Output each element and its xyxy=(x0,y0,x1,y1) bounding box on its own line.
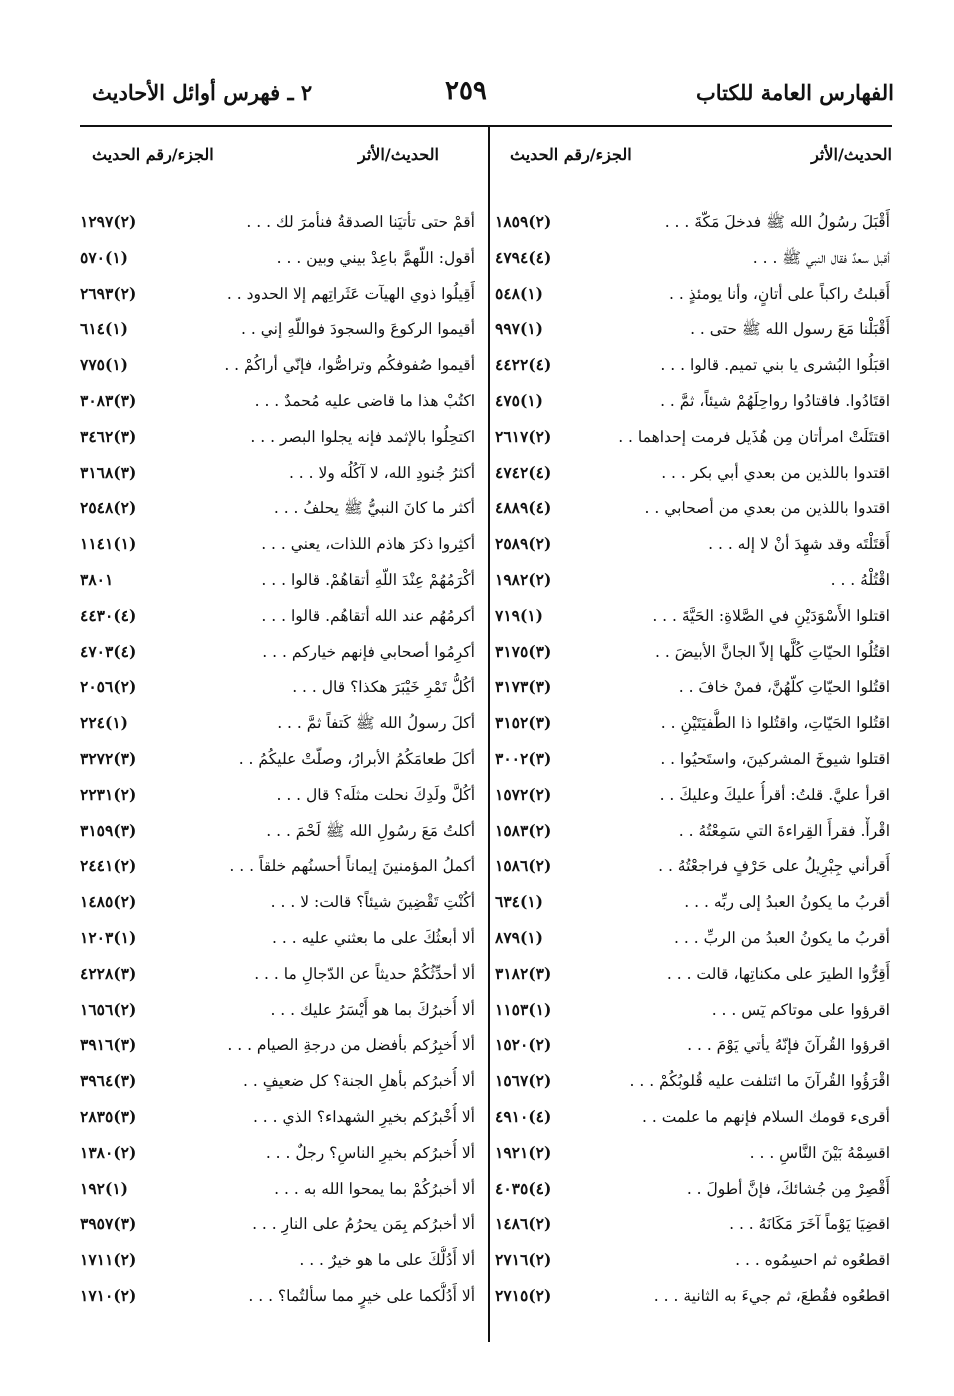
volume-hadith-number: (٣)٢٨٣٥ xyxy=(80,1106,137,1126)
index-entry xyxy=(80,244,475,280)
index-entry xyxy=(495,960,890,996)
index-entry xyxy=(80,960,475,996)
volume-hadith-number: (١)١٩٢ xyxy=(80,1178,128,1198)
index-entry xyxy=(495,638,890,674)
right-column-hadith-heading: الحديث/الأثر xyxy=(811,145,892,164)
volume-hadith-number: (٣)٤٢٢٨ xyxy=(80,963,137,983)
index-entry xyxy=(495,1246,890,1282)
hadith-opening-text: أَقرأني جِبْرِيلُ على حَرْفٍ فراجعْتُهُ . . xyxy=(658,857,890,876)
hadith-opening-text: اقتدوا باللذين من بعدي من أصحابي . . xyxy=(644,499,890,518)
volume-hadith-number: (٢)١٥٧٢ xyxy=(495,784,552,804)
index-entry xyxy=(80,638,475,674)
hadith-opening-text: أكُنْتِ تَقْضِينَ شيئاً؟ قالت: لا . . . xyxy=(270,893,475,912)
index-entry xyxy=(80,351,475,387)
index-entry xyxy=(80,459,475,495)
volume-hadith-number: (١)٨٧٩ xyxy=(495,927,543,947)
hadith-opening-text: أكُلُّ تَمْرِ خَيْبَرَ هكذا؟ قال . . . xyxy=(292,678,475,697)
left-column-ref-heading: الجزء/رقم الحديث xyxy=(92,145,214,164)
index-entry xyxy=(80,280,475,316)
hadith-opening-text: أقربُ ما يكونُ العبدُ إلى ربِّه . . . xyxy=(684,893,890,912)
hadith-opening-text: اقطعُوه فقُطعَ، ثم جيءَ به الثانية . . . xyxy=(653,1286,890,1305)
page-number: ٢٥٩ xyxy=(445,76,487,106)
hadith-opening-text: ألا أُخبرُكَ بما هو أَيْسَرُ عليك . . . xyxy=(270,1000,475,1019)
hadith-opening-text: أكرِمُوا أصحابي فإنهم خياركم . . . xyxy=(262,642,475,661)
volume-hadith-number: (٣)٣١٥٢ xyxy=(495,713,552,733)
hadith-opening-text: اقسِمْهُ بَيْنَ النَّاسِ . . . xyxy=(749,1143,890,1162)
index-entry xyxy=(80,1282,475,1318)
hadith-opening-text: أقربُ ما يكونُ العبدُ من الربِّ . . . xyxy=(674,928,890,947)
index-entry xyxy=(495,494,890,530)
volume-hadith-number: (٤)٤٧٩٤ xyxy=(495,247,552,267)
hadith-opening-text: أَقْبَلَ رسُولُ الله ﷺ فدخلَ مَكّةَ . . . xyxy=(664,213,890,231)
left-column-hadith-heading: الحديث/الأثر xyxy=(358,145,439,164)
hadith-opening-text: اقتلوا شيوخَ المشركينَ، واستَحيُوا . . xyxy=(660,749,890,768)
hadith-opening-text: ألا أُخبرُكم بخيرِ الناسِ؟ رجلٌ . . . xyxy=(265,1143,475,1162)
volume-hadith-number: (٢)١٦٥٦ xyxy=(80,999,137,1019)
volume-hadith-number: (٢)١٥٢٠ xyxy=(495,1035,552,1055)
volume-hadith-number: (٤)٤٩١٠ xyxy=(495,1106,552,1126)
volume-hadith-number: (٣)٣٢٧٢ xyxy=(80,748,137,768)
volume-hadith-number: (٤)٤٤٢٢ xyxy=(495,355,552,375)
hadith-opening-text: أَقتَلْتَه وقد شهِدَ أنْ لا إله . . . xyxy=(708,535,890,554)
index-entry xyxy=(80,315,475,351)
index-entry xyxy=(80,1210,475,1246)
hadith-opening-text: ألا أبعثُكَ على ما بعثني عليه . . . xyxy=(272,928,475,947)
index-entry xyxy=(495,1067,890,1103)
volume-hadith-number: ٣٨٠١ xyxy=(80,569,114,589)
hadith-opening-text: أَقبلتُ راكباً على أتانٍ، وأنا يومئذٍ . . xyxy=(669,284,890,303)
hadith-opening-text: اقرؤوا على موتاكم يٓس . . . xyxy=(711,1000,890,1019)
index-entry xyxy=(495,280,890,316)
index-entry xyxy=(495,459,890,495)
right-column-ref-heading: الجزء/رقم الحديث xyxy=(510,145,632,164)
volume-hadith-number: (٢)٢٥٤٨ xyxy=(80,498,137,518)
volume-hadith-number: (٢)١٩٨٢ xyxy=(495,569,552,589)
index-entry xyxy=(80,888,475,924)
hadith-opening-text: أكثر ما كانَ النبيُّ ﷺ يحلفُ . . . xyxy=(273,499,475,518)
volume-hadith-number: (٢)٢٠٥٦ xyxy=(80,677,137,697)
hadith-opening-text: اكتحِلُوا بالإثمد فإنه يجلوا البصر . . . xyxy=(250,427,475,446)
hadith-opening-text: أقول: اللّهمَّ باعِدْ بيني وبين . . . xyxy=(276,248,475,267)
volume-hadith-number: (١)٧٧٥ xyxy=(80,355,128,375)
hadith-opening-text: أقرىء قومك السلام فإنهم ما علمت . . xyxy=(641,1107,890,1126)
index-entry xyxy=(495,602,890,638)
index-entry xyxy=(80,566,475,602)
hadith-opening-text: أقيموا صُفوفكُم وتراصُّوا، فإنّي أراكُمْ . . xyxy=(224,356,475,375)
hadith-opening-text: ألا أَدُلُّكَ على ما هو خيرٌ . . . xyxy=(299,1251,475,1270)
hadith-opening-text: أكلَ طعامَكُمُ الأبرارُ، وصلّتْ عليكُمُ . . xyxy=(238,749,475,768)
volume-hadith-number: (٢)٢٦٩٣ xyxy=(80,283,137,303)
hadith-opening-text: ألا أخبرُكم بِمَن يحرُمُ على النارِ . . . xyxy=(252,1215,475,1234)
index-entry xyxy=(495,351,890,387)
index-entry xyxy=(495,244,890,280)
index-entry xyxy=(495,315,890,351)
volume-hadith-number: (٣)٣٠٨٣ xyxy=(80,390,137,410)
hadith-opening-text: اقتُلُوا الحيّاتِ كُلَّها إلاّ الجانَّ الأبيضَ . . xyxy=(655,642,890,661)
volume-hadith-number: (٤)٤٤٣٠ xyxy=(80,605,137,625)
volume-hadith-number: (١)٥٧٠ xyxy=(80,247,128,267)
hadith-opening-text: اقتتَلَتْ امرأتان مِن هُذَيل فرمت إحداهما . . xyxy=(618,427,890,446)
index-entry xyxy=(80,996,475,1032)
volume-hadith-number: (١)١١٤١ xyxy=(80,534,137,554)
volume-hadith-number: (٢)١٩٢١ xyxy=(495,1142,552,1162)
index-entry xyxy=(80,1246,475,1282)
page-header xyxy=(0,76,954,120)
column-divider xyxy=(488,127,490,1342)
volume-hadith-number: (٢)١٥٨٣ xyxy=(495,820,552,840)
hadith-opening-text: اقتَادُوا. فاقتادُوا رواحِلَهُمْ شيئاً، ثمَّ . . xyxy=(660,391,890,410)
running-title: الفهارس العامة للكتاب xyxy=(695,80,894,105)
volume-hadith-number: (١)١١٥٣ xyxy=(495,999,552,1019)
hadith-opening-text: ألا أُخْبرُكم بخيرِ الشهداء؟ الذي . . . xyxy=(252,1107,475,1126)
index-entry xyxy=(80,781,475,817)
index-entry xyxy=(495,208,890,244)
right-index-column xyxy=(495,208,890,1318)
index-entry xyxy=(495,817,890,853)
hadith-opening-text: اقْرأْ. فقرأَ القِراءةَ التي سَمِعْتُهُ . . xyxy=(678,821,890,840)
volume-hadith-number: (١)٤٧٥ xyxy=(495,390,543,410)
index-entry xyxy=(80,423,475,459)
index-entry xyxy=(80,1103,475,1139)
index-entry xyxy=(495,709,890,745)
index-entry xyxy=(495,781,890,817)
index-entry xyxy=(80,1067,475,1103)
volume-hadith-number: (٣)٣١٨٢ xyxy=(495,963,552,983)
hadith-opening-text: اقرؤوا القُرآنَ فإنّهُ يأتي يَوْمَ . . . xyxy=(687,1036,890,1055)
index-entry xyxy=(80,673,475,709)
volume-hadith-number: (٢)٢٥٨٩ xyxy=(495,534,552,554)
volume-hadith-number: (٢)١٥٨٦ xyxy=(495,856,552,876)
volume-hadith-number: (٣)٣٤٦٢ xyxy=(80,426,137,446)
volume-hadith-number: (٢)١٧١١ xyxy=(80,1250,137,1270)
hadith-opening-text: أقيموا الركوعَ والسجودَ فواللّهِ إني . . xyxy=(241,320,475,339)
volume-hadith-number: (٤)٤٧٤٢ xyxy=(495,462,552,482)
index-entry xyxy=(80,709,475,745)
volume-hadith-number: (٣)٣٠٠٢ xyxy=(495,748,552,768)
index-entry xyxy=(80,208,475,244)
volume-hadith-number: (٣)٣١٦٨ xyxy=(80,462,137,482)
volume-hadith-number: (٣)٣١٧٥ xyxy=(495,641,552,661)
volume-hadith-number: (٢)١٣٨٠ xyxy=(80,1142,137,1162)
volume-hadith-number: (٢)١٤٨٥ xyxy=(80,892,137,912)
hadith-opening-text: أكْرَمُهُمْ عِنْدَ اللّهِ أتقاهُمْ. قالوا . . . xyxy=(261,570,475,589)
index-entry xyxy=(80,494,475,530)
volume-hadith-number: (٢)١٤٨٦ xyxy=(495,1214,552,1234)
index-entry xyxy=(495,530,890,566)
volume-hadith-number: (٤)٤٧٠٣ xyxy=(80,641,137,661)
header-rule xyxy=(80,125,892,127)
volume-hadith-number: (٤)٤٨٨٩ xyxy=(495,498,552,518)
index-entry xyxy=(495,1139,890,1175)
index-entry xyxy=(495,1282,890,1318)
index-entry xyxy=(80,745,475,781)
hadith-opening-text: أقمْ حتى تأتيَنا الصدقةُ فنأمرَ لك . . . xyxy=(246,213,475,231)
volume-hadith-number: (٢)١٢٩٧ xyxy=(80,212,137,231)
hadith-opening-text: اقضِيَا يَوْماً آخَرَ مَكَانَهُ . . . xyxy=(729,1215,890,1234)
left-index-column xyxy=(80,208,475,1318)
hadith-opening-text: اقْتُلْهُ . . . xyxy=(830,570,890,589)
volume-hadith-number: (٢)٢٧١٦ xyxy=(495,1250,552,1270)
volume-hadith-number: (٢)١٨٥٩ xyxy=(495,212,552,231)
index-entry xyxy=(80,602,475,638)
hadith-opening-text: اقتلوا الأَسْوَدَيْنِ في الصَّلاةِ: الحَيَّةَ . . . xyxy=(652,606,890,625)
hadith-opening-text: أَقِيلُوا ذوي الهيآت عَثَراتِهم إلا الحدود . . xyxy=(226,284,475,303)
index-entry xyxy=(80,852,475,888)
index-entry xyxy=(495,1175,890,1211)
hadith-opening-text: أكُلَّ ولَدِكَ نحلت مثلَه؟ قال . . . xyxy=(276,785,475,804)
hadith-opening-text: اقتُلوا الحَيّاتِ، واقتُلوا ذا الطُّفيَتَيْنِ . . xyxy=(660,714,890,733)
hadith-opening-text: أَقِرُّوا الطيرَ على مكناتِها، قالت . . . xyxy=(666,964,890,983)
hadith-opening-text: أَقْصِرْ مِن جُشائكَ، فإنَّ أطولَ . . xyxy=(686,1179,890,1198)
index-entry xyxy=(495,673,890,709)
hadith-opening-text: أكثرُ جُنودِ الله، لا آكُلُه ولا . . . xyxy=(288,463,475,482)
volume-hadith-number: (٤)٤٠٣٥ xyxy=(495,1178,552,1198)
index-entry xyxy=(495,745,890,781)
volume-hadith-number: (١)١٢٠٣ xyxy=(80,927,137,947)
index-entry xyxy=(495,1031,890,1067)
hadith-opening-text: أكرمُهُم عند الله أتقاهُم. قالوا . . . xyxy=(261,606,475,625)
volume-hadith-number: (١)٩٩٧ xyxy=(495,319,543,339)
hadith-opening-text: اقتدوا باللذين من بعدي أبي بكر . . . xyxy=(661,463,890,482)
hadith-opening-text: ألا أُخبرُكم بأهلِ الجنة؟ كل ضعيفٍ . . xyxy=(243,1072,475,1091)
hadith-opening-text: اقْرَؤُوا القُرآنَ ما ائتلفت عليه قُلوبُكُمْ . . . xyxy=(629,1072,890,1091)
hadith-opening-text: أكلَ رسولُ الله ﷺ كَتفاً ثمَّ . . . xyxy=(277,714,475,733)
volume-hadith-number: (٣)٣٩٦٤ xyxy=(80,1071,137,1091)
hadith-opening-text: اقرأ عليَّ. قلتُ: أقرأُ عليكَ وعليكَ . . xyxy=(659,785,890,804)
volume-hadith-number: (١)٦١٤ xyxy=(80,319,128,339)
hadith-opening-text: ألا أُخبِرُكم بأفضل من درجةِ الصيام . . . xyxy=(227,1036,475,1055)
volume-hadith-number: (٣)٣١٧٣ xyxy=(495,677,552,697)
volume-hadith-number: (١)٧١٩ xyxy=(495,605,543,625)
volume-hadith-number: (١)٥٤٨ xyxy=(495,283,543,303)
volume-hadith-number: (٣)٣٩٥٧ xyxy=(80,1214,137,1234)
index-entry xyxy=(495,423,890,459)
hadith-opening-text: اقطعُوه ثم احسِمُوه . . . xyxy=(735,1251,890,1270)
index-entry xyxy=(495,566,890,602)
volume-hadith-number: (٢)٢٦١٧ xyxy=(495,426,552,446)
index-entry xyxy=(495,888,890,924)
index-entry xyxy=(80,1031,475,1067)
volume-hadith-number: (٢)٢٢٣١ xyxy=(80,784,137,804)
section-title: ٢ ـ فهرس أوائل الأحاديث xyxy=(92,80,313,105)
hadith-opening-text: اقبَلُوا البُشرى يا بني تميم. قالوا . . . xyxy=(660,356,890,375)
index-entry xyxy=(495,1210,890,1246)
index-entry xyxy=(495,1103,890,1139)
volume-hadith-number: (٢)١٥٦٧ xyxy=(495,1071,552,1091)
hadith-opening-text: ألا أخبرُكُمْ بما يمحوا الله به . . . xyxy=(274,1179,475,1198)
hadith-opening-text: أقبل سعدٌ فقال النبي ﷺ . . . xyxy=(752,248,890,267)
index-entry xyxy=(80,387,475,423)
index-entry xyxy=(80,1139,475,1175)
hadith-opening-text: اكتُبْ هذا ما قاضى عليه مُحمدٌ . . . xyxy=(254,391,475,410)
index-entry xyxy=(495,924,890,960)
index-entry xyxy=(80,817,475,853)
hadith-opening-text: ألا أحدِّثُكُمْ حديثاً عن الدّجالِ ما . . . xyxy=(254,964,475,983)
volume-hadith-number: (٢)١٧١٠ xyxy=(80,1285,137,1305)
index-entry xyxy=(80,530,475,566)
volume-hadith-number: (٢)٢٤٤١ xyxy=(80,856,137,876)
index-entry xyxy=(80,924,475,960)
volume-hadith-number: (٣)٣١٥٩ xyxy=(80,820,137,840)
volume-hadith-number: (١)٢٢٤ xyxy=(80,713,128,733)
index-entry xyxy=(495,996,890,1032)
index-entry xyxy=(80,1175,475,1211)
index-entry xyxy=(495,852,890,888)
hadith-opening-text: أكلتُ مَعَ رسُولِ الله ﷺ لَحْمَ . . . xyxy=(266,821,475,840)
hadith-opening-text: ألا أَدُلُّكما على خيرٍ مما سألتُما؟ . . . xyxy=(248,1286,475,1305)
index-entry xyxy=(495,387,890,423)
volume-hadith-number: (٢)٢٧١٥ xyxy=(495,1285,552,1305)
hadith-opening-text: أكملُ المؤمنينَ إيماناً أحسنُهم خلقاً . . . xyxy=(229,857,475,876)
hadith-opening-text: أَقْبَلْنا مَعَ رسول الله ﷺ حتى . . xyxy=(690,320,890,339)
hadith-opening-text: أكثِروا ذكرَ هاذم اللذات، يعني . . . xyxy=(261,535,475,554)
volume-hadith-number: (٣)٣٩١٦ xyxy=(80,1035,137,1055)
hadith-opening-text: اقتُلوا الحيّاتِ كلّهُنَّ، فمنْ خافَ . . xyxy=(678,678,890,697)
volume-hadith-number: (١)٦٣٤ xyxy=(495,892,543,912)
